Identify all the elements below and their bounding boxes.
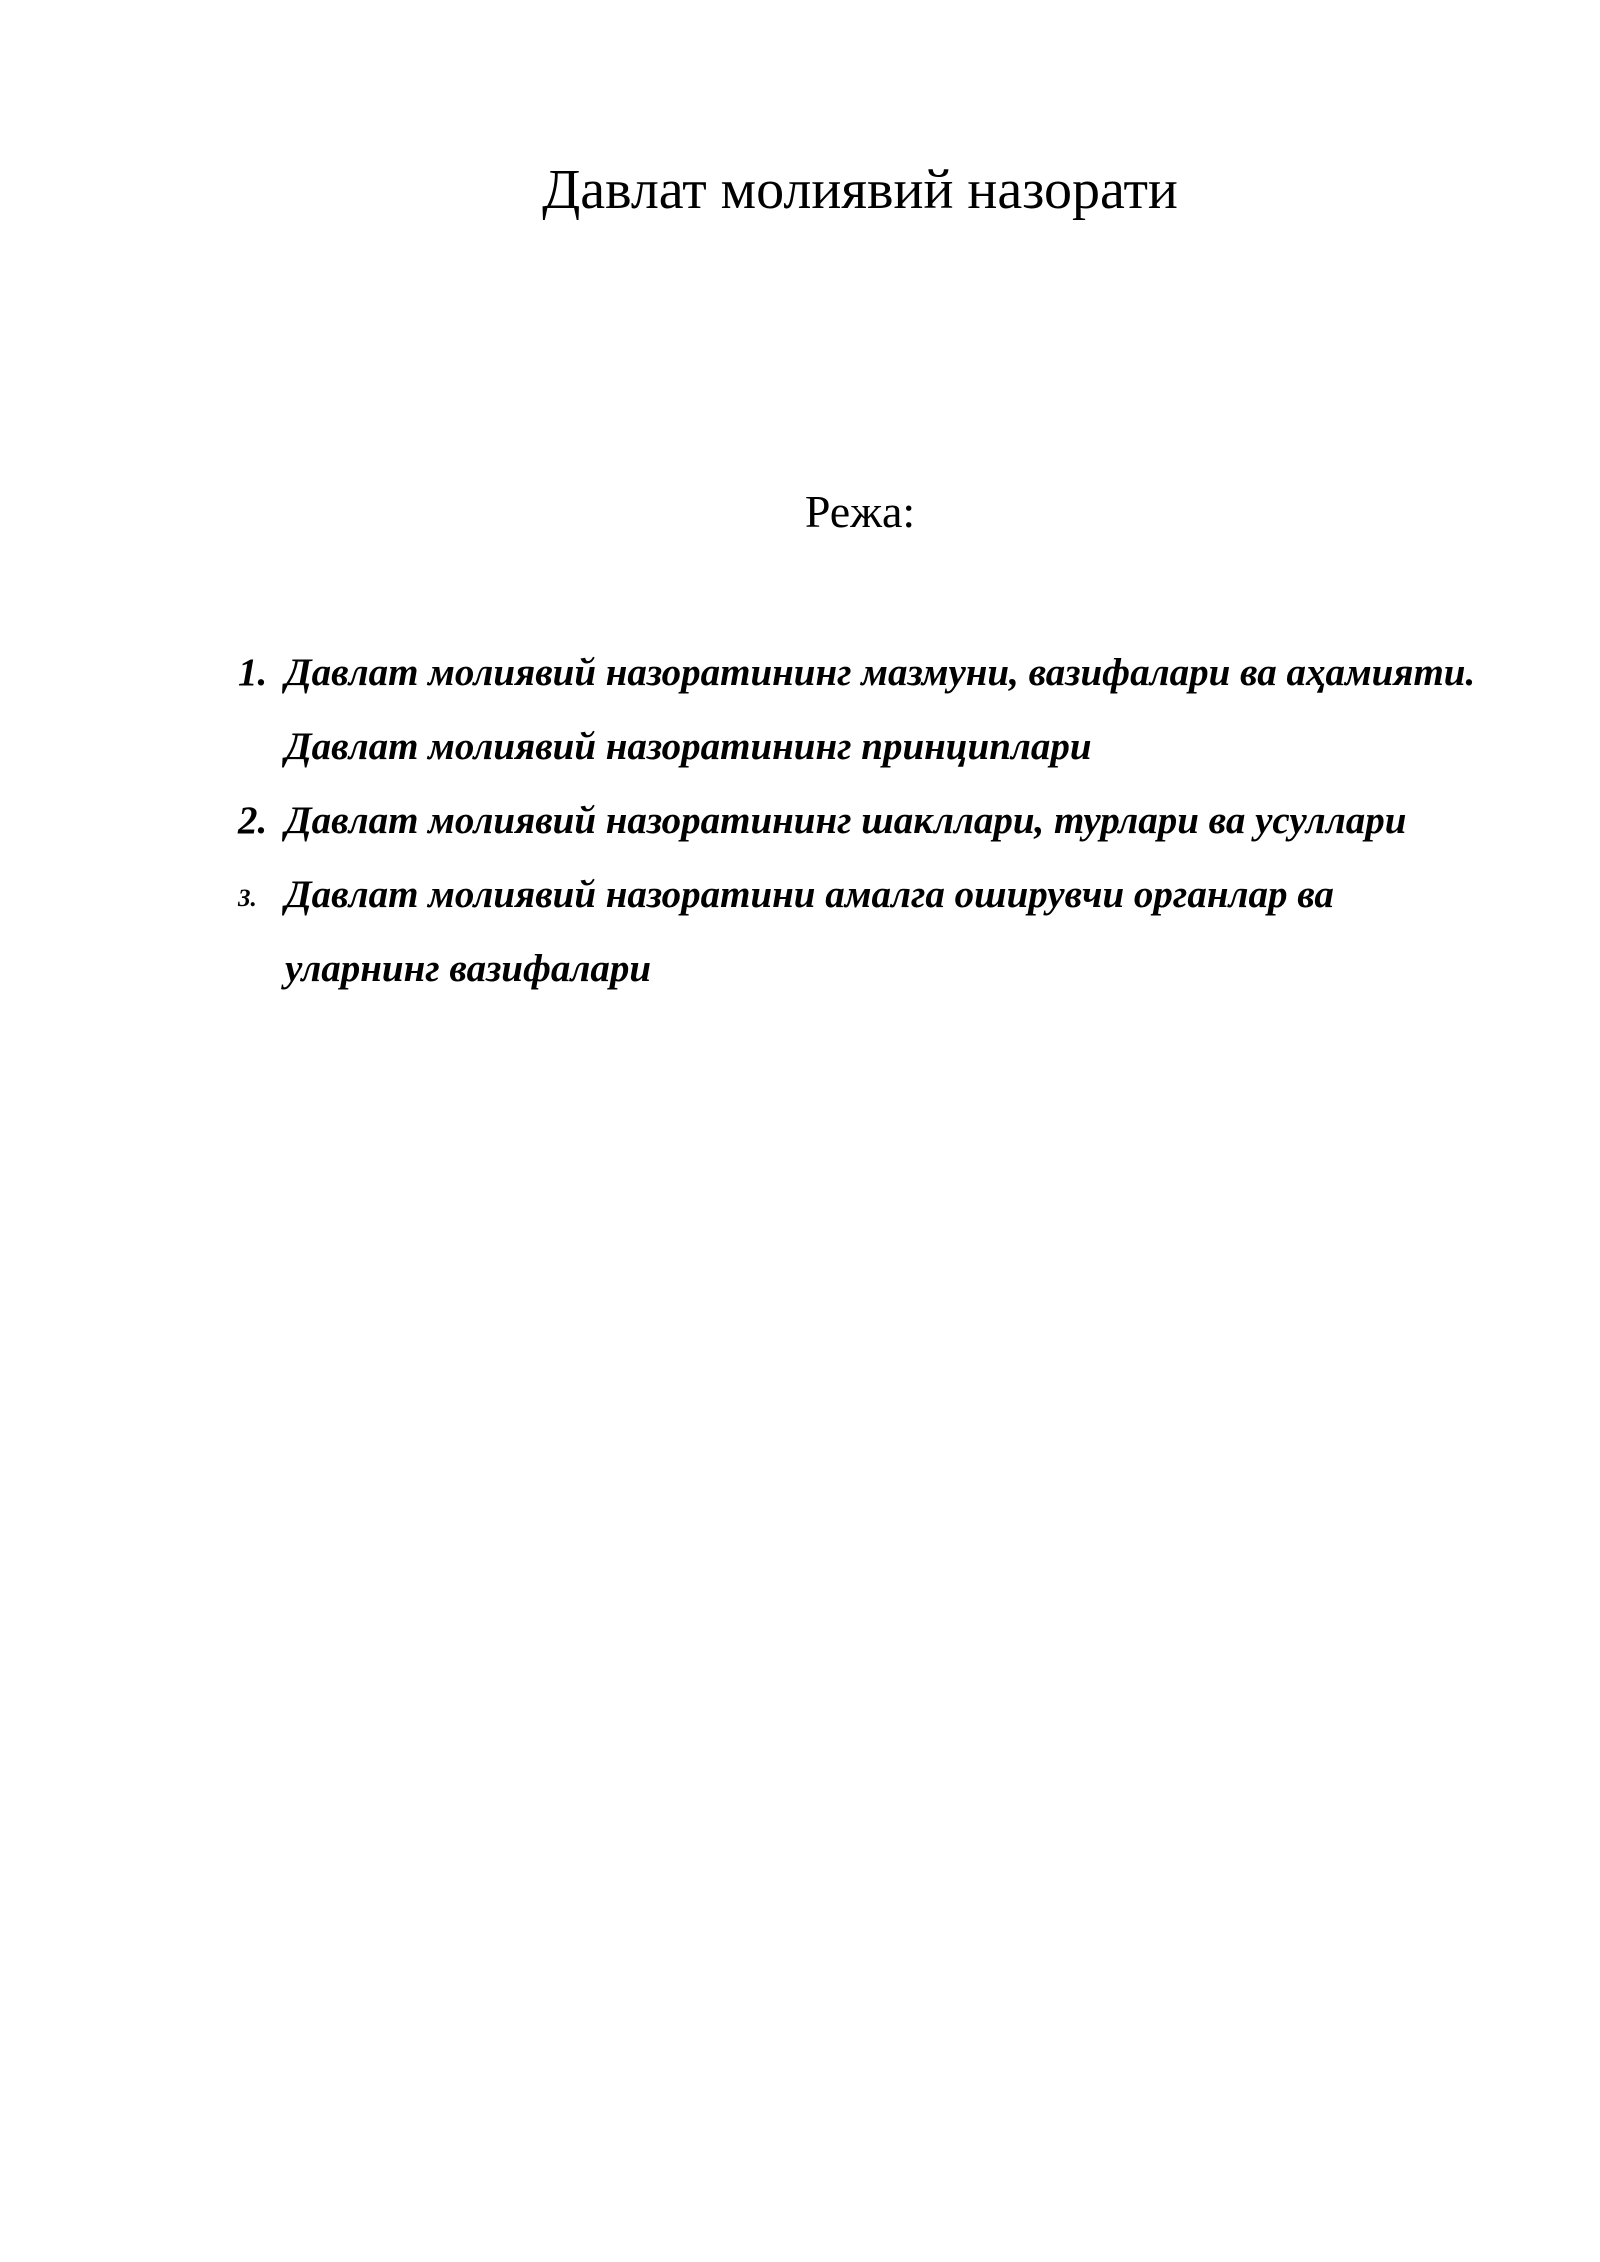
plan-item-number: 3. — [238, 885, 257, 912]
plan-item-1 — [238, 636, 1478, 784]
plan-item-text: Давлат молиявий назоратининг шакллари, турлари ва усуллари — [285, 799, 1407, 842]
plan-heading: Режа: — [804, 486, 916, 537]
plan-item-text: Давлат молиявий назоратини амалга оширувчи органлар ва уларнинг вазифалари — [285, 873, 1334, 990]
document-title: Давлат молиявий назорати — [542, 159, 1178, 221]
plan-item-text: Давлат молиявий назоратининг мазмуни, вазифалари ва аҳамияти. Давлат молиявий назоратининг принциплари — [285, 651, 1476, 768]
plan-item-3 — [238, 858, 1478, 1006]
plan-item-number: 1. — [238, 651, 268, 694]
plan-list — [238, 636, 1478, 1006]
plan-item-2 — [238, 784, 1478, 858]
plan-item-number: 2. — [238, 799, 268, 842]
